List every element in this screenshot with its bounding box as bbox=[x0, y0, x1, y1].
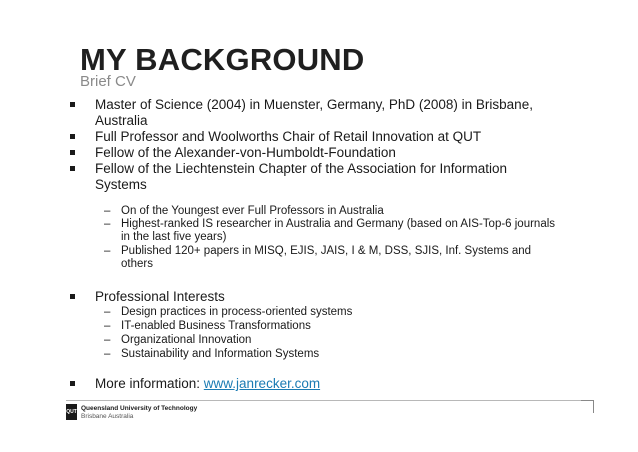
sub-bullet-text: On of the Youngest ever Full Professors in Australia bbox=[121, 205, 384, 217]
sub-bullet-item bbox=[66, 320, 556, 333]
sub-bullet-text: Highest-ranked IS researcher in Australia and Germany (based on AIS-Top-6 journals in the last five years) bbox=[121, 218, 556, 243]
bullet-marker bbox=[70, 134, 75, 139]
dash-marker: – bbox=[104, 205, 111, 217]
slide-title: MY BACKGROUND bbox=[80, 42, 365, 77]
website-link[interactable]: www.janrecker.com bbox=[203, 376, 321, 391]
bullet-text bbox=[66, 376, 546, 392]
corner-mark bbox=[581, 400, 594, 413]
dash-marker: – bbox=[104, 306, 111, 318]
more-info-label: More information: bbox=[95, 376, 204, 391]
bullet-text: Fellow of the Liechtenstein Chapter of the Association for Information Systems bbox=[95, 161, 507, 192]
bullet-marker bbox=[70, 294, 75, 299]
sub-bullet-item bbox=[66, 245, 556, 271]
bullet-item bbox=[66, 145, 546, 161]
bullet-text: Professional Interests bbox=[95, 289, 225, 304]
sub-bullet-text: Published 120+ papers in MISQ, EJIS, JAIS, I & M, DSS, SJIS, Inf. Systems and others bbox=[121, 245, 532, 270]
sub-bullet-item bbox=[66, 205, 556, 218]
dash-marker: – bbox=[104, 348, 111, 360]
bullet-marker bbox=[70, 381, 75, 386]
bullet-item bbox=[66, 129, 546, 145]
sub-bullet-text: Design practices in process-oriented systems bbox=[121, 306, 353, 318]
sub-bullet-text: Organizational Innovation bbox=[121, 334, 252, 346]
sub-bullet-item bbox=[66, 306, 556, 319]
bullet-text: Full Professor and Woolworths Chair of Retail Innovation at QUT bbox=[95, 129, 482, 144]
dash-marker: – bbox=[104, 334, 111, 346]
dash-marker: – bbox=[104, 218, 111, 230]
bullet-marker bbox=[70, 166, 75, 171]
bullet-item bbox=[66, 376, 546, 392]
footer-line-1: Queensland University of Technology bbox=[81, 405, 198, 412]
slide-subtitle: Brief CV bbox=[80, 73, 136, 90]
sub-bullet-text: IT-enabled Business Transformations bbox=[121, 320, 311, 332]
bullet-text: Master of Science (2004) in Muenster, Germany, PhD (2008) in Brisbane, Australia bbox=[95, 97, 533, 128]
dash-marker: – bbox=[104, 320, 111, 332]
bullet-item bbox=[66, 161, 546, 192]
footer-institution bbox=[81, 405, 197, 421]
bullet-item bbox=[66, 289, 546, 305]
footer-divider bbox=[66, 400, 592, 401]
bullet-item bbox=[66, 97, 546, 128]
dash-marker: – bbox=[104, 245, 111, 257]
sub-bullet-item bbox=[66, 334, 556, 347]
bullet-text: Fellow of the Alexander-von-Humboldt-Foundation bbox=[95, 145, 396, 160]
qut-logo: QUT bbox=[66, 404, 77, 420]
bullet-marker bbox=[70, 150, 75, 155]
bullet-marker bbox=[70, 102, 75, 107]
footer-line-2: Brisbane Australia bbox=[81, 413, 134, 420]
sub-bullet-item bbox=[66, 218, 556, 244]
sub-bullet-item bbox=[66, 348, 556, 361]
sub-bullet-text: Sustainability and Information Systems bbox=[121, 348, 320, 360]
